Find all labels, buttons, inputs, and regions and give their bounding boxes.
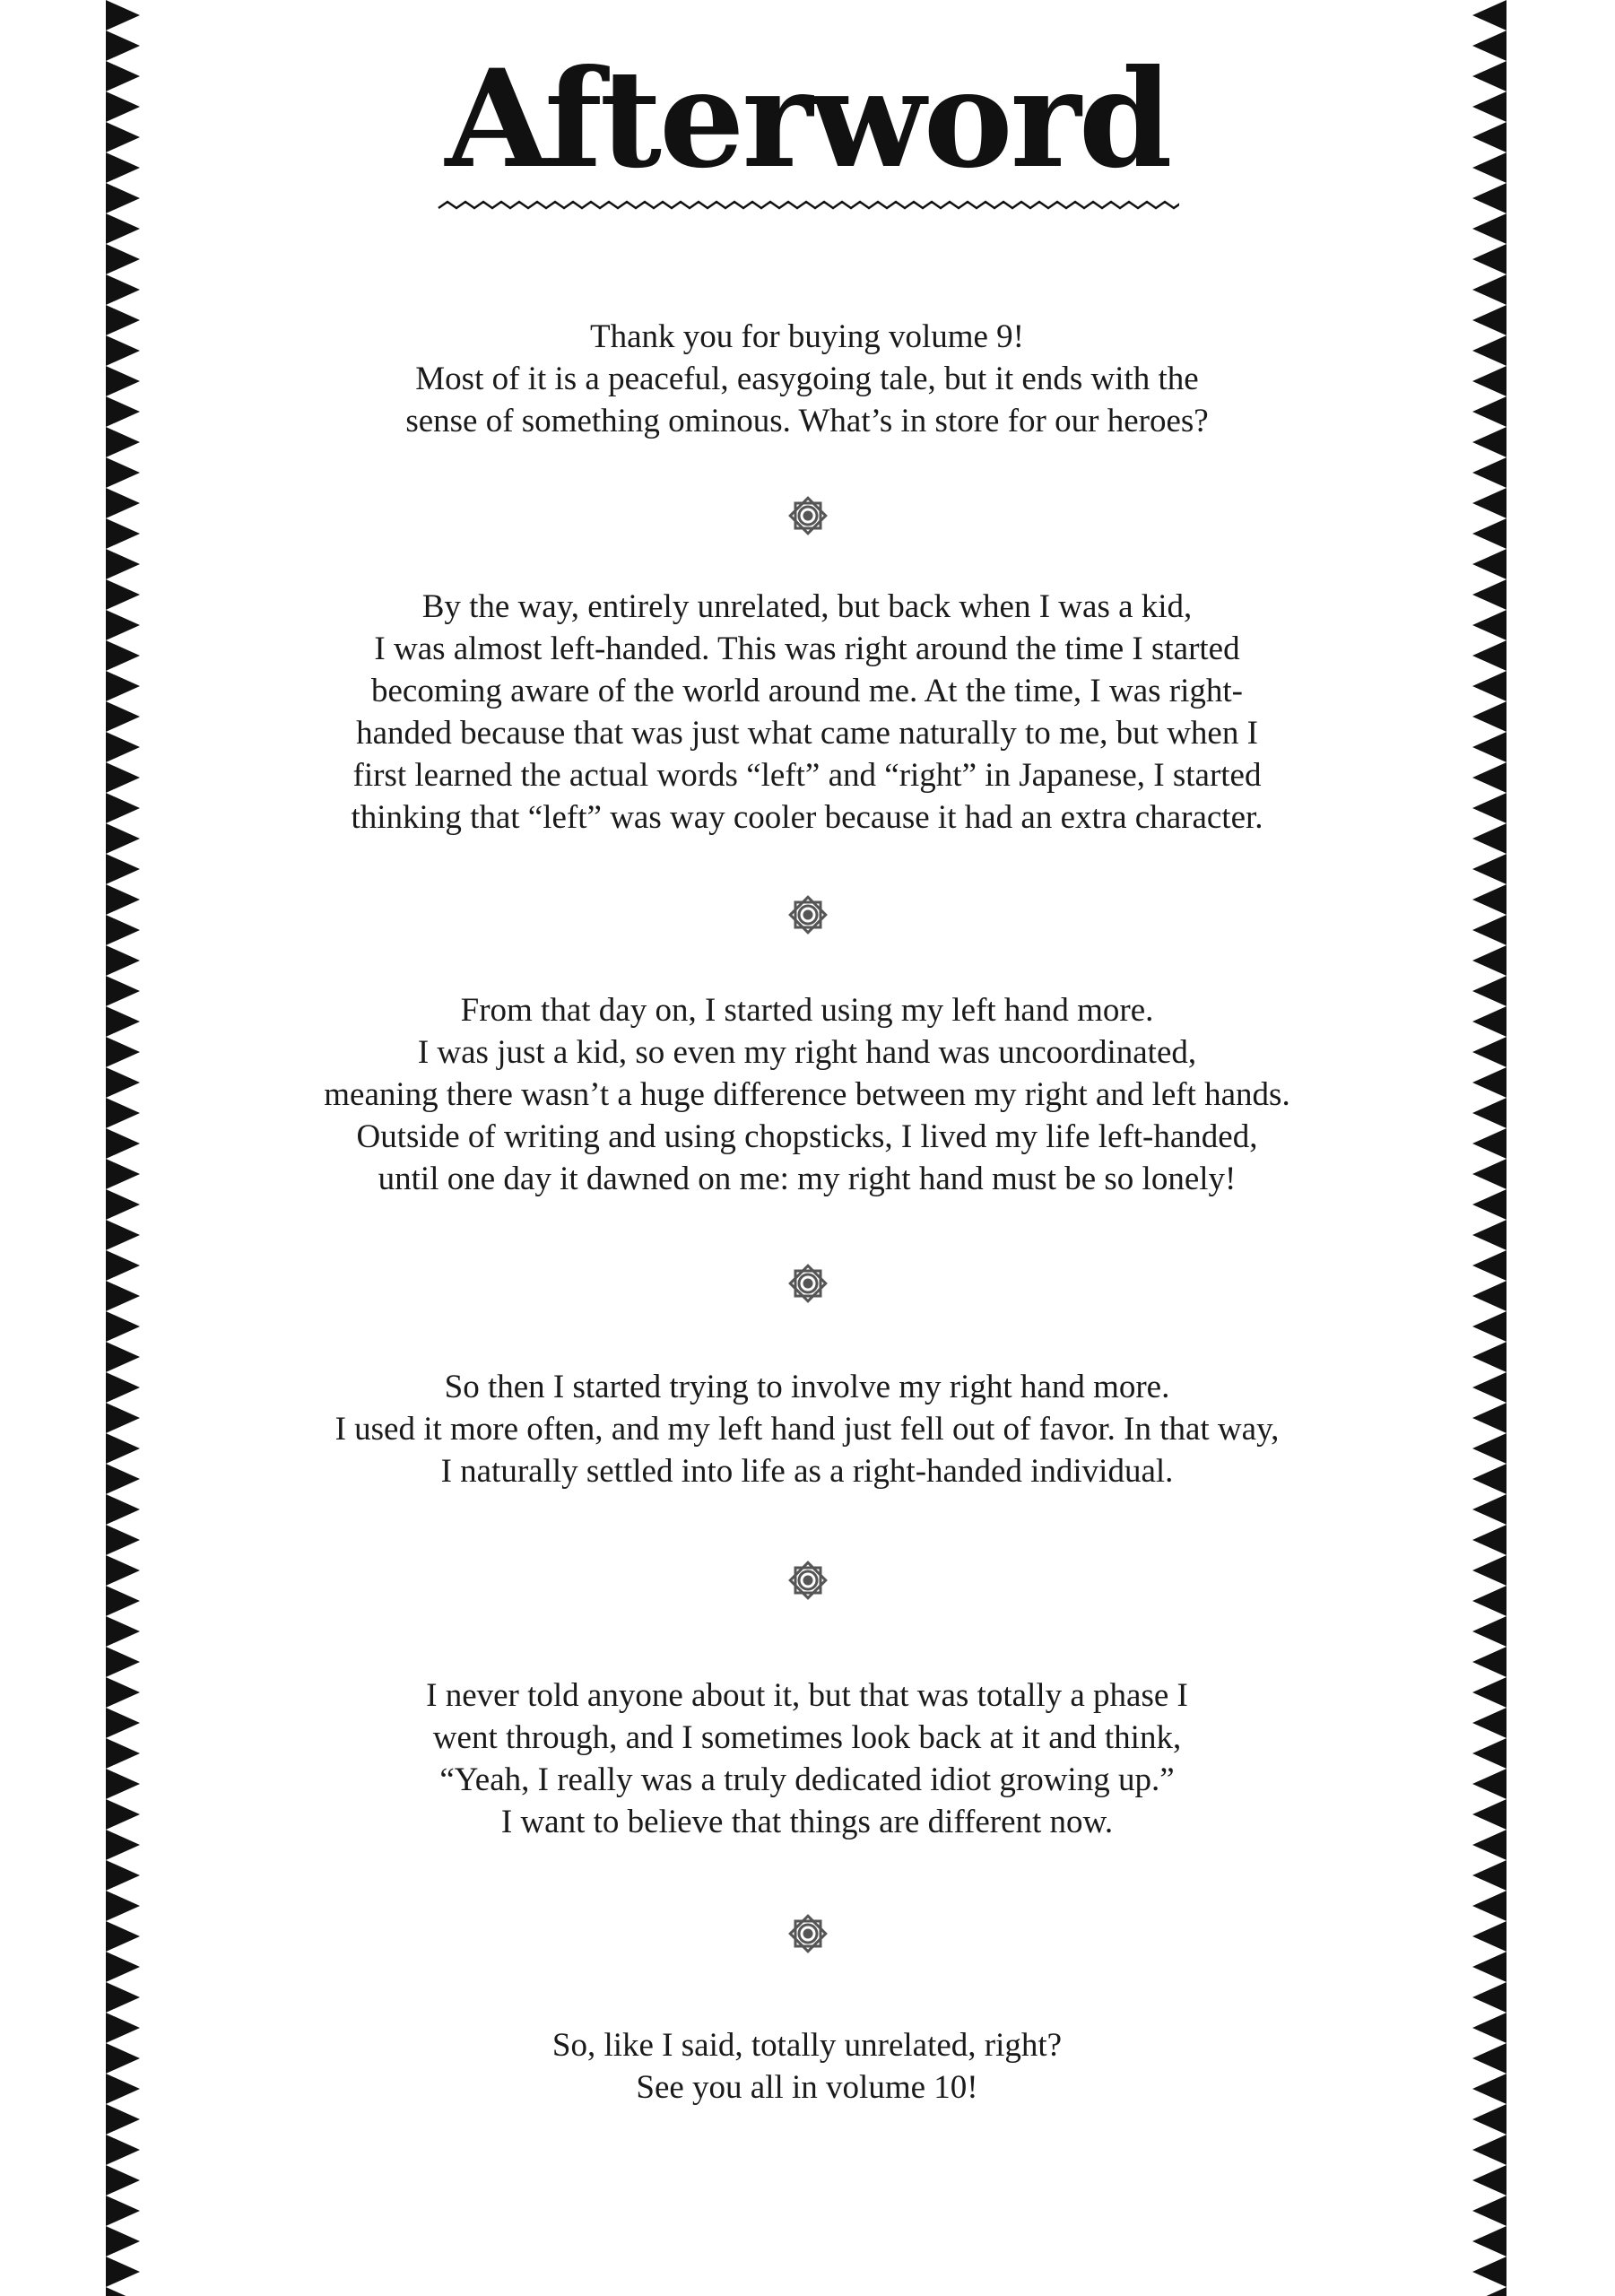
ornament-icon <box>787 894 829 935</box>
paragraph-4 <box>179 1366 1435 1492</box>
text-line: Outside of writing and using chopsticks, I lived my life left-handed, <box>356 1118 1258 1155</box>
left-zigzag-border <box>106 0 140 2296</box>
ornament-icon <box>787 1560 829 1601</box>
paragraph-3 <box>179 989 1435 1200</box>
text-line: thinking that “left” was way cooler because it had an extra character. <box>351 799 1263 836</box>
text-line: Most of it is a peaceful, easygoing tale, but it ends with the <box>415 361 1199 397</box>
text-line: Thank you for buying volume 9! <box>590 318 1024 355</box>
right-zigzag-border <box>1472 0 1506 2296</box>
text-line: I was just a kid, so even my right hand was uncoordinated, <box>417 1034 1197 1071</box>
ornament-icon <box>787 1263 829 1304</box>
text-line: I want to believe that things are different now. <box>500 1804 1114 1840</box>
text-line: I used it more often, and my left hand just fell out of favor. In that way, <box>334 1411 1280 1448</box>
text-line: until one day it dawned on me: my right hand must be so lonely! <box>378 1161 1237 1197</box>
text-line: So, like I said, totally unrelated, right? <box>551 2027 1063 2064</box>
text-line: handed because that was just what came naturally to me, but when I <box>356 715 1258 752</box>
text-line: first learned the actual words “left” and “right” in Japanese, I started <box>352 757 1262 794</box>
text-line: “Yeah, I really was a truly dedicated idiot growing up.” <box>439 1761 1175 1798</box>
ornament-icon <box>787 1913 829 1954</box>
text-line: I was almost left-handed. This was right around the time I started <box>374 631 1240 667</box>
paragraph-1 <box>179 316 1435 442</box>
text-line: went through, and I sometimes look back at it and think, <box>432 1719 1182 1756</box>
text-line: meaning there wasn’t a huge difference between my right and left hands. <box>324 1076 1290 1113</box>
text-line: I never told anyone about it, but that was totally a phase I <box>426 1677 1188 1714</box>
zigzag-triangles <box>1472 0 1506 2296</box>
zigzag-triangles <box>106 0 140 2296</box>
text-line: I naturally settled into life as a right-handed individual. <box>440 1453 1174 1490</box>
title-wavy-underline <box>435 192 1179 215</box>
ornament-icon <box>787 495 829 536</box>
text-line: becoming aware of the world around me. At the time, I was right- <box>371 673 1243 709</box>
text-line: From that day on, I started using my left hand more. <box>460 992 1154 1029</box>
paragraph-2 <box>179 586 1435 839</box>
wavy-line <box>438 202 1179 208</box>
paragraph-5 <box>179 1674 1435 1843</box>
page-title: Afterword <box>445 40 1170 198</box>
text-line: sense of something ominous. What’s in store for our heroes? <box>405 403 1209 439</box>
text-line: So then I started trying to involve my right hand more. <box>444 1369 1170 1405</box>
text-line: By the way, entirely unrelated, but back when I was a kid, <box>421 588 1193 625</box>
paragraph-6 <box>179 2024 1435 2109</box>
text-line: See you all in volume 10! <box>636 2069 978 2106</box>
